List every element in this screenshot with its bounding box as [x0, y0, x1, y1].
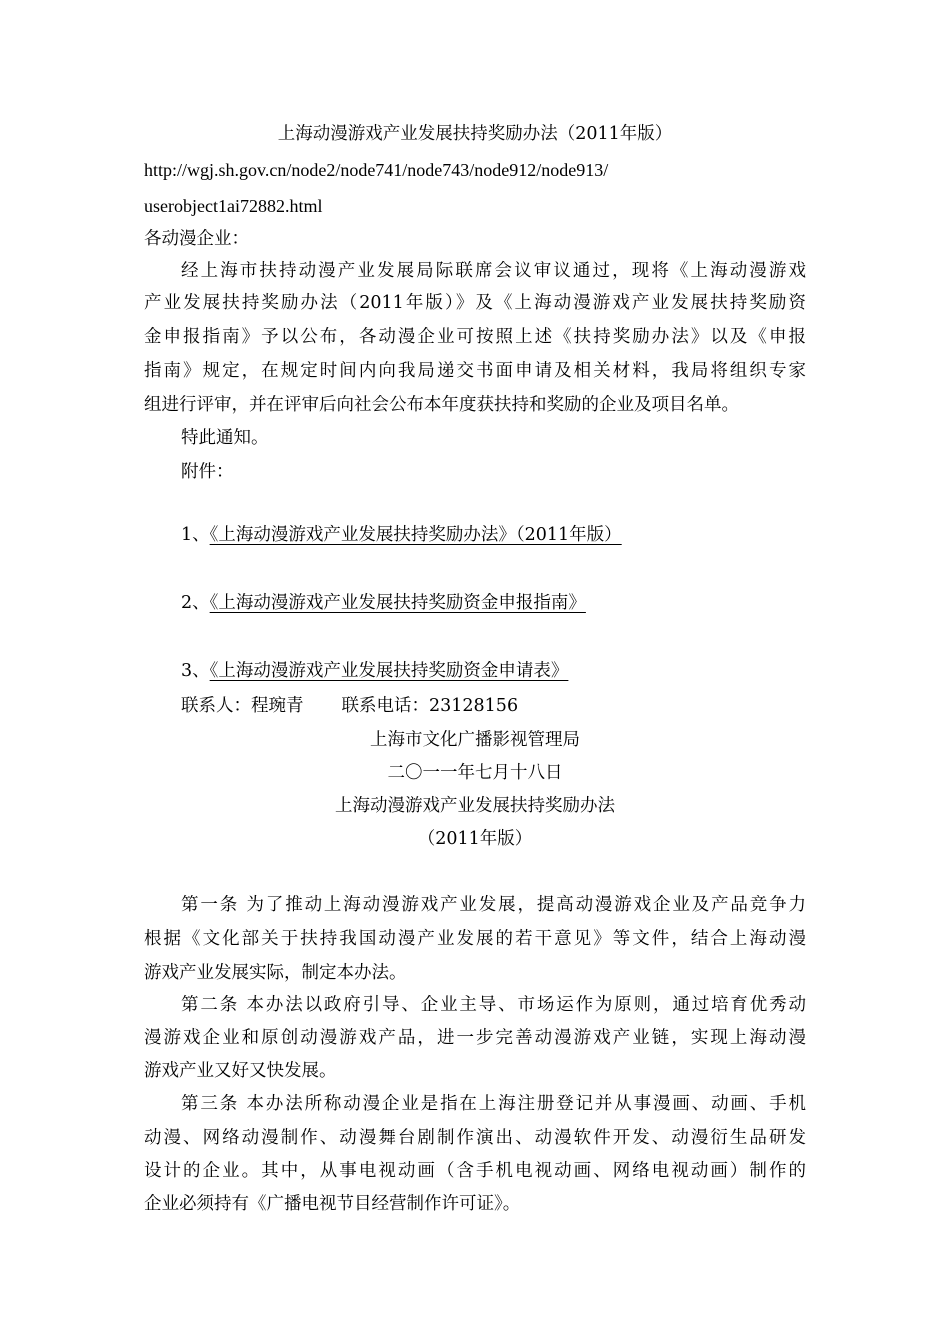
article-line: 游戏产业发展实际，制定本办法。: [144, 963, 407, 983]
source-url-line-2: userobject1ai72882.html: [144, 196, 323, 216]
contact-phone: 联系电话：23128156: [341, 696, 519, 716]
attachment-link[interactable]: 《上海动漫游戏产业发展扶持奖励办法》（2011年版）: [209, 525, 622, 545]
intro-line: 经上海市扶持动漫产业发展局际联席会议审议通过，现将《上海动漫游戏: [181, 261, 806, 281]
intro-line: 金申报指南》予以公布，各动漫企业可按照上述《扶持奖励办法》以及《申报: [144, 327, 806, 347]
article-line: 漫游戏企业和原创动漫游戏产品，进一步完善动漫游戏产业链，实现上海动漫: [144, 1028, 806, 1048]
article-line: 动漫、网络动漫制作、动漫舞台剧制作演出、动漫软件开发、动漫衍生品研发: [144, 1128, 806, 1148]
issue-date: 二〇一一年七月十八日: [387, 763, 563, 783]
source-url-line-1: http://wgj.sh.gov.cn/node2/node741/node743/node912/node913/: [144, 160, 609, 180]
document-title: 上海动漫游戏产业发展扶持奖励办法（2011年版）: [277, 124, 673, 144]
intro-line: 产业发展扶持奖励办法（2011年版）》及《上海动漫游戏产业发展扶持奖励资: [144, 293, 806, 313]
section-title: 上海动漫游戏产业发展扶持奖励办法: [335, 796, 615, 816]
intro-line: 指南》规定，在规定时间内向我局递交书面申请及相关材料，我局将组织专家: [144, 361, 806, 381]
attachment-item: [181, 590, 586, 616]
article-line: 第三条 本办法所称动漫企业是指在上海注册登记并从事漫画、动画、手机: [181, 1094, 806, 1114]
attachment-number: 2、: [181, 593, 210, 613]
attachment-number: 1、: [181, 525, 210, 545]
attachment-number: 3、: [181, 661, 210, 681]
salutation: 各动漫企业：: [144, 229, 249, 249]
article-line: 企业必须持有《广播电视节目经营制作许可证》。: [144, 1194, 521, 1214]
attachment-item: [181, 522, 622, 548]
attachment-item: [181, 658, 568, 684]
contact-person: 联系人：程琬青: [181, 696, 304, 716]
article-line: 根据《文化部关于扶持我国动漫产业发展的若干意见》等文件，结合上海动漫: [144, 929, 806, 949]
article-line: 设计的企业。其中，从事电视动画（含手机电视动画、网络电视动画）制作的: [144, 1161, 806, 1181]
contact-line: [181, 693, 518, 719]
attachment-link[interactable]: 《上海动漫游戏产业发展扶持奖励资金申请表》: [209, 661, 569, 681]
attachment-link[interactable]: 《上海动漫游戏产业发展扶持奖励资金申报指南》: [209, 593, 586, 613]
section-edition: （2011年版）: [417, 829, 533, 849]
article-line: 游戏产业又好又快发展。: [144, 1061, 337, 1081]
article-line: 第二条 本办法以政府引导、企业主导、市场运作为原则，通过培育优秀动: [181, 995, 806, 1015]
issuer: 上海市文化广播影视管理局: [370, 730, 580, 750]
attachments-label: 附件：: [181, 462, 234, 482]
article-line: 第一条 为了推动上海动漫游戏产业发展，提高动漫游戏企业及产品竞争力: [181, 895, 806, 915]
notice-text: 特此通知。: [181, 428, 269, 448]
intro-line: 组进行评审，并在评审后向社会公布本年度获扶持和奖励的企业及项目名单。: [144, 395, 739, 415]
